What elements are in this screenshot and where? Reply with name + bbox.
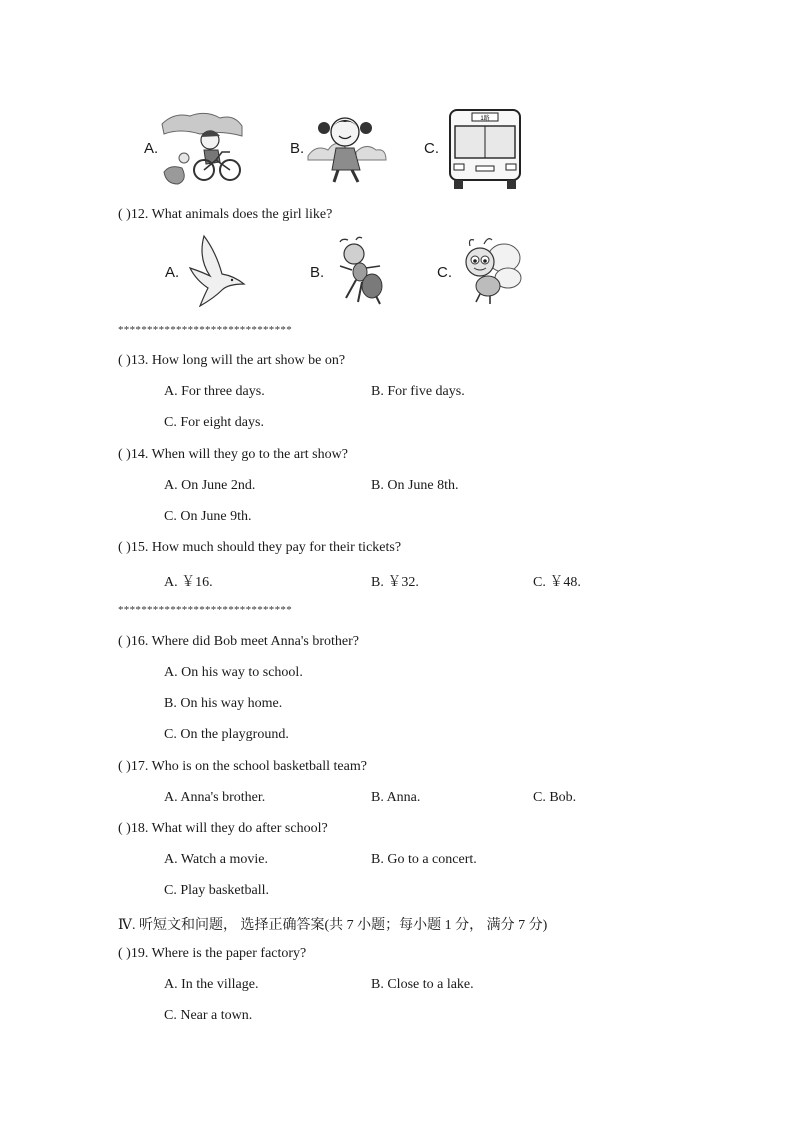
q12-option-b-letter: B. (310, 264, 325, 281)
q11-option-a-letter: A. (144, 140, 159, 157)
bus-icon (446, 108, 524, 190)
q15-option-c: C. ￥48. (533, 575, 581, 590)
dove-icon (188, 232, 246, 308)
q19-option-a: A. In the village. (164, 977, 259, 992)
section-divider: ****************************** (118, 604, 292, 616)
q13-question: ( )13. How long will the art show be on? (118, 353, 346, 368)
bee-icon (456, 236, 524, 306)
q12-option-c-letter: C. (437, 264, 452, 281)
q12-option-a-letter: A. (165, 264, 180, 281)
q18-option-c: C. Play basketball. (164, 883, 269, 898)
q13-option-c: C. For eight days. (164, 415, 264, 430)
q17-option-b: B. Anna. (371, 790, 421, 805)
q18-option-b: B. Go to a concert. (371, 852, 477, 867)
q16-question: ( )16. Where did Bob meet Anna's brother? (118, 634, 359, 649)
q13-option-b: B. For five days. (371, 384, 465, 399)
q19-question: ( )19. Where is the paper factory? (118, 946, 307, 961)
q18-question: ( )18. What will they do after school? (118, 821, 328, 836)
q17-option-c: C. Bob. (533, 790, 577, 805)
q12-question: ( )12. What animals does the girl like? (118, 207, 333, 222)
q16-option-b: B. On his way home. (164, 696, 283, 711)
q11-option-c-letter: C. (424, 140, 439, 157)
cycling-girl-icon (160, 110, 246, 188)
ant-icon (332, 236, 388, 306)
q14-question: ( )14. When will they go to the art show? (118, 447, 348, 462)
q13-option-a: A. For three days. (164, 384, 265, 399)
q18-option-a: A. Watch a movie. (164, 852, 268, 867)
section-divider: ****************************** (118, 324, 292, 336)
q17-option-a: A. Anna's brother. (164, 790, 266, 805)
bus-sign: 1路 (480, 116, 490, 122)
q16-option-a: A. On his way to school. (164, 665, 303, 680)
walking-girl-icon (306, 108, 388, 186)
q14-option-b: B. On June 8th. (371, 478, 459, 493)
q11-option-b-letter: B. (290, 140, 305, 157)
q16-option-c: C. On the playground. (164, 727, 289, 742)
section-iv-heading: Ⅳ. 听短文和问题， 选择正确答案(共 7 小题；每小题 1 分， 满分 7 分) (118, 918, 548, 933)
q19-option-c: C. Near a town. (164, 1008, 253, 1023)
q14-option-c: C. On June 9th. (164, 509, 252, 524)
q15-option-b: B. ￥32. (371, 575, 419, 590)
q17-question: ( )17. Who is on the school basketball team? (118, 759, 367, 774)
q19-option-b: B. Close to a lake. (371, 977, 474, 992)
q15-question: ( )15. How much should they pay for their tickets? (118, 540, 402, 555)
q15-option-a: A. ￥16. (164, 575, 213, 590)
q14-option-a: A. On June 2nd. (164, 478, 256, 493)
